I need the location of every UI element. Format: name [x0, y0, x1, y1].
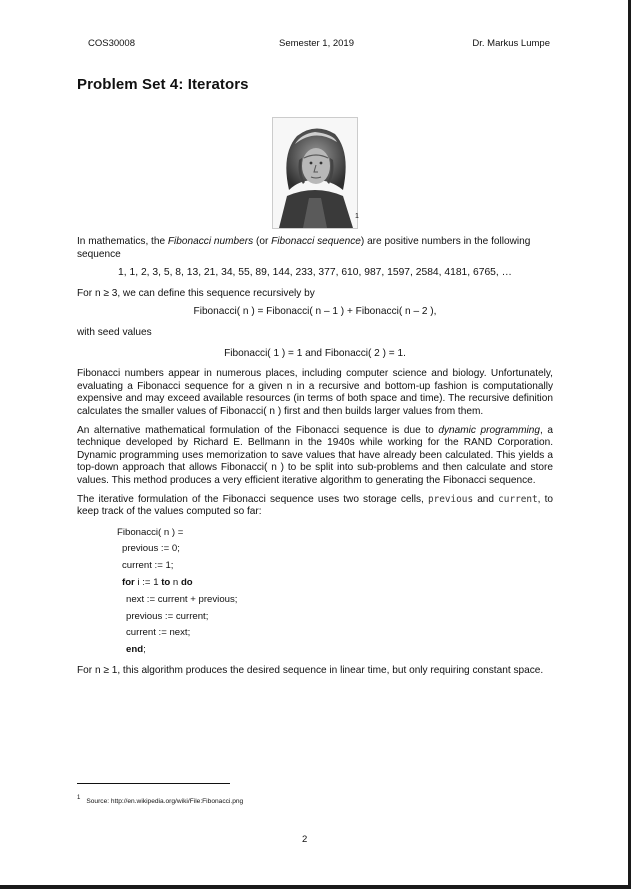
- page-frame-bottom-edge: [0, 885, 631, 889]
- recursive-intro: For n ≥ 3, we can define this sequence recursively by: [77, 287, 315, 299]
- term-fibonacci-numbers: Fibonacci numbers: [167, 236, 254, 247]
- recursive-formula: Fibonacci( n ) = Fibonacci( n – 1 ) + Fibonacci( n – 2 ),: [193, 306, 437, 318]
- algorithm-current-assign: current := next;: [126, 627, 191, 639]
- fibonacci-portrait-drawing: [273, 118, 357, 228]
- fibonacci-portrait-image: [272, 117, 358, 229]
- dynamic-text-start: An alternative mathematical formulation of the Fibonacci sequence is due to: [77, 424, 439, 436]
- keyword-to: to: [161, 577, 171, 589]
- dynamic-text-end: , a technique developed by Richard E. Bellmann in the 1940s while working for the RAND Corporation. Dynamic programming uses memorization to save values that have already been calculated. This yields a top-down approach that allows Fibonacci( n ) to be split into sub-problems and then calculate and store values. This method produces a very efficient iterative algorithm to generating the Fibonacci sequence.: [77, 424, 553, 486]
- paragraph-dynamic-programming: [77, 425, 553, 488]
- end-semicolon: ;: [143, 644, 146, 656]
- header-semester: Semester 1, 2019: [279, 38, 354, 49]
- for-bound: n: [170, 577, 181, 589]
- algorithm-end-line: [117, 642, 553, 659]
- intro-paragraph: [77, 236, 553, 261]
- algorithm-previous-assign: previous := current;: [126, 610, 209, 622]
- iterative-text-end: , to keep track of the values computed so far:: [77, 493, 553, 518]
- algorithm-next-assign: next := current + previous;: [126, 593, 238, 605]
- iterative-text-mid: and: [473, 493, 499, 505]
- header-author: Dr. Markus Lumpe: [472, 38, 550, 49]
- seed-intro: with seed values: [77, 326, 152, 338]
- page-title: Problem Set 4: Iterators: [77, 76, 249, 93]
- for-variable: i := 1: [134, 577, 162, 589]
- paragraph-fibonacci-applications: Fibonacci numbers appear in numerous places, including computer science and biology. Unfortunately, evaluating a Fibonacci sequence for a given n in a recursive and bottom-up fashion is computationally expensive and may exceed available resources (in terms of both space and time). The recursive definition calculates the smaller values of Fibonacci( n ) first and then builds larger values from them.: [77, 368, 553, 417]
- page-number: 2: [302, 834, 308, 845]
- footnote-source-text: Source: http://en.wikipedia.org/wiki/File:Fibonacci.png: [86, 798, 244, 805]
- algorithm-init-previous: previous := 0;: [122, 543, 180, 555]
- fibonacci-sequence-listing: 1, 1, 2, 3, 5, 8, 13, 21, 34, 55, 89, 144, 233, 377, 610, 987, 1597, 2584, 4181, 6765, …: [118, 267, 512, 279]
- algorithm-head: Fibonacci( n ) =: [117, 526, 184, 538]
- term-fibonacci-sequence: Fibonacci sequence: [271, 236, 361, 247]
- paragraph-conclusion: For n ≥ 1, this algorithm produces the desired sequence in linear time, but only requiring constant space.: [77, 665, 544, 677]
- keyword-do: do: [180, 577, 193, 589]
- keyword-end: end: [126, 644, 144, 656]
- keyword-for: for: [122, 577, 135, 589]
- algorithm-block: [117, 525, 553, 659]
- document-body: [77, 236, 553, 684]
- algorithm-for-line: [117, 575, 553, 592]
- algorithm-init-current: current := 1;: [122, 560, 174, 572]
- header-course-code: COS30008: [88, 38, 136, 49]
- page-header: [88, 38, 550, 52]
- footnote: [77, 795, 243, 805]
- code-current: current: [498, 493, 538, 505]
- iterative-text-start: The iterative formulation of the Fibonacci sequence uses two storage cells,: [77, 493, 428, 505]
- paragraph-iterative-formulation: [77, 494, 553, 519]
- intro-text-end: ) are positive numbers in the following sequence: [77, 236, 531, 260]
- seed-values-formula: Fibonacci( 1 ) = 1 and Fibonacci( 2 ) = 1.: [224, 347, 406, 359]
- intro-text-mid: (or: [253, 236, 272, 247]
- portrait-footnote-mark: 1: [355, 213, 359, 220]
- term-dynamic-programming: dynamic programming: [438, 424, 540, 436]
- code-previous: previous: [427, 493, 474, 505]
- footnote-mark: 1: [77, 795, 81, 801]
- footnote-divider: [77, 783, 230, 784]
- intro-text-start: In mathematics, the: [77, 236, 168, 247]
